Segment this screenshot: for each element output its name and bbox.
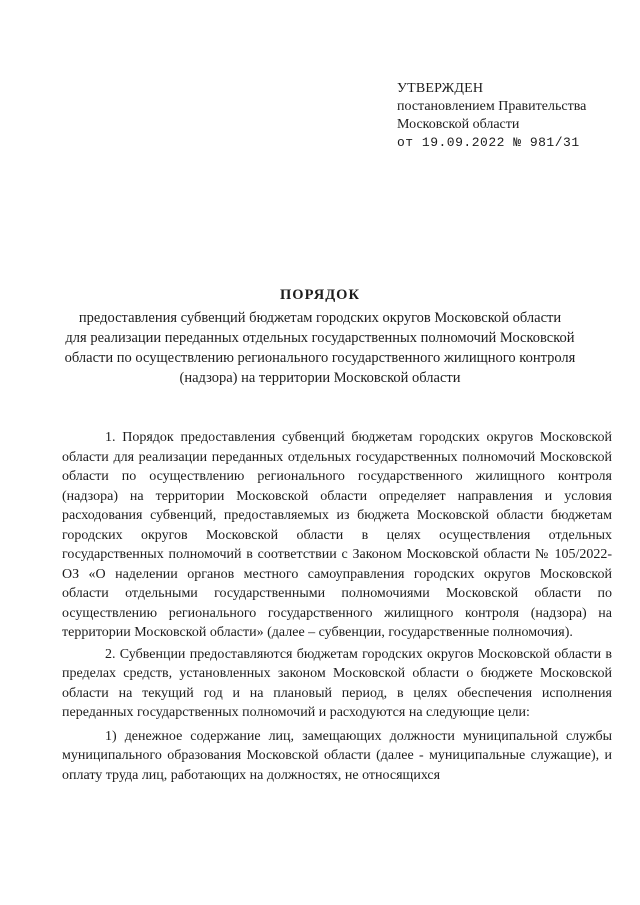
approval-title: УТВЕРЖДЕН bbox=[397, 81, 484, 96]
paragraph-1: 1. Порядок предоставления субвенций бюджетам городских округов Московской области для реализации переданных отдельных государственных полномочий Московской области по осуществлению регионального государственного жилищного контроля (надзора) на территории Московской области определяет направления и условия расходования субвенций, предоставляемых из бюджета Московской области бюджетам городских округов Московской области в целях осуществления отдельных государственных полномочий в соответствии с Законом Московской области № 105/2022-ОЗ «О наделении органов местного самоуправления городских округов Московской области отдельными государственными полномочиями Московской области по осуществлению регионального государственного жилищного контроля (надзора) на территории Московской области» (далее – субвенции, государственные полномочия). bbox=[62, 430, 612, 640]
heading-line-2: для реализации переданных отдельных государственных полномочий Московской bbox=[65, 330, 575, 346]
approval-line-1: постановлением Правительства bbox=[397, 99, 587, 114]
approval-line-2: Московской области bbox=[397, 117, 520, 132]
heading-line-4: (надзора) на территории Московской области bbox=[179, 370, 461, 386]
paragraph-2: 2. Субвенции предоставляются бюджетам городских округов Московской области в пределах средств, установленных законом Московской области о бюджете Московской области на текущий год и на плановый период, в целях обеспечения исполнения переданных государственных полномочий и расходуются на следующие цели: bbox=[62, 646, 612, 720]
document-title: ПОРЯДОК bbox=[280, 287, 360, 303]
heading-line-3: области по осуществлению регионального государственного жилищного контроля bbox=[64, 350, 576, 366]
subparagraph-1: 1) денежное содержание лиц, замещающих должности муниципальной службы муниципального образования Московской области (далее - муниципальные служащие), и оплату труда лиц, работающих на должностях, не относящихся bbox=[62, 728, 612, 783]
approval-stamp bbox=[397, 80, 627, 152]
document-heading bbox=[50, 285, 590, 388]
document-body bbox=[62, 428, 612, 787]
approval-date-number: от 19.09.2022 № 981/31 bbox=[397, 135, 580, 150]
heading-line-1: предоставления субвенций бюджетам городских округов Московской области bbox=[78, 310, 562, 326]
